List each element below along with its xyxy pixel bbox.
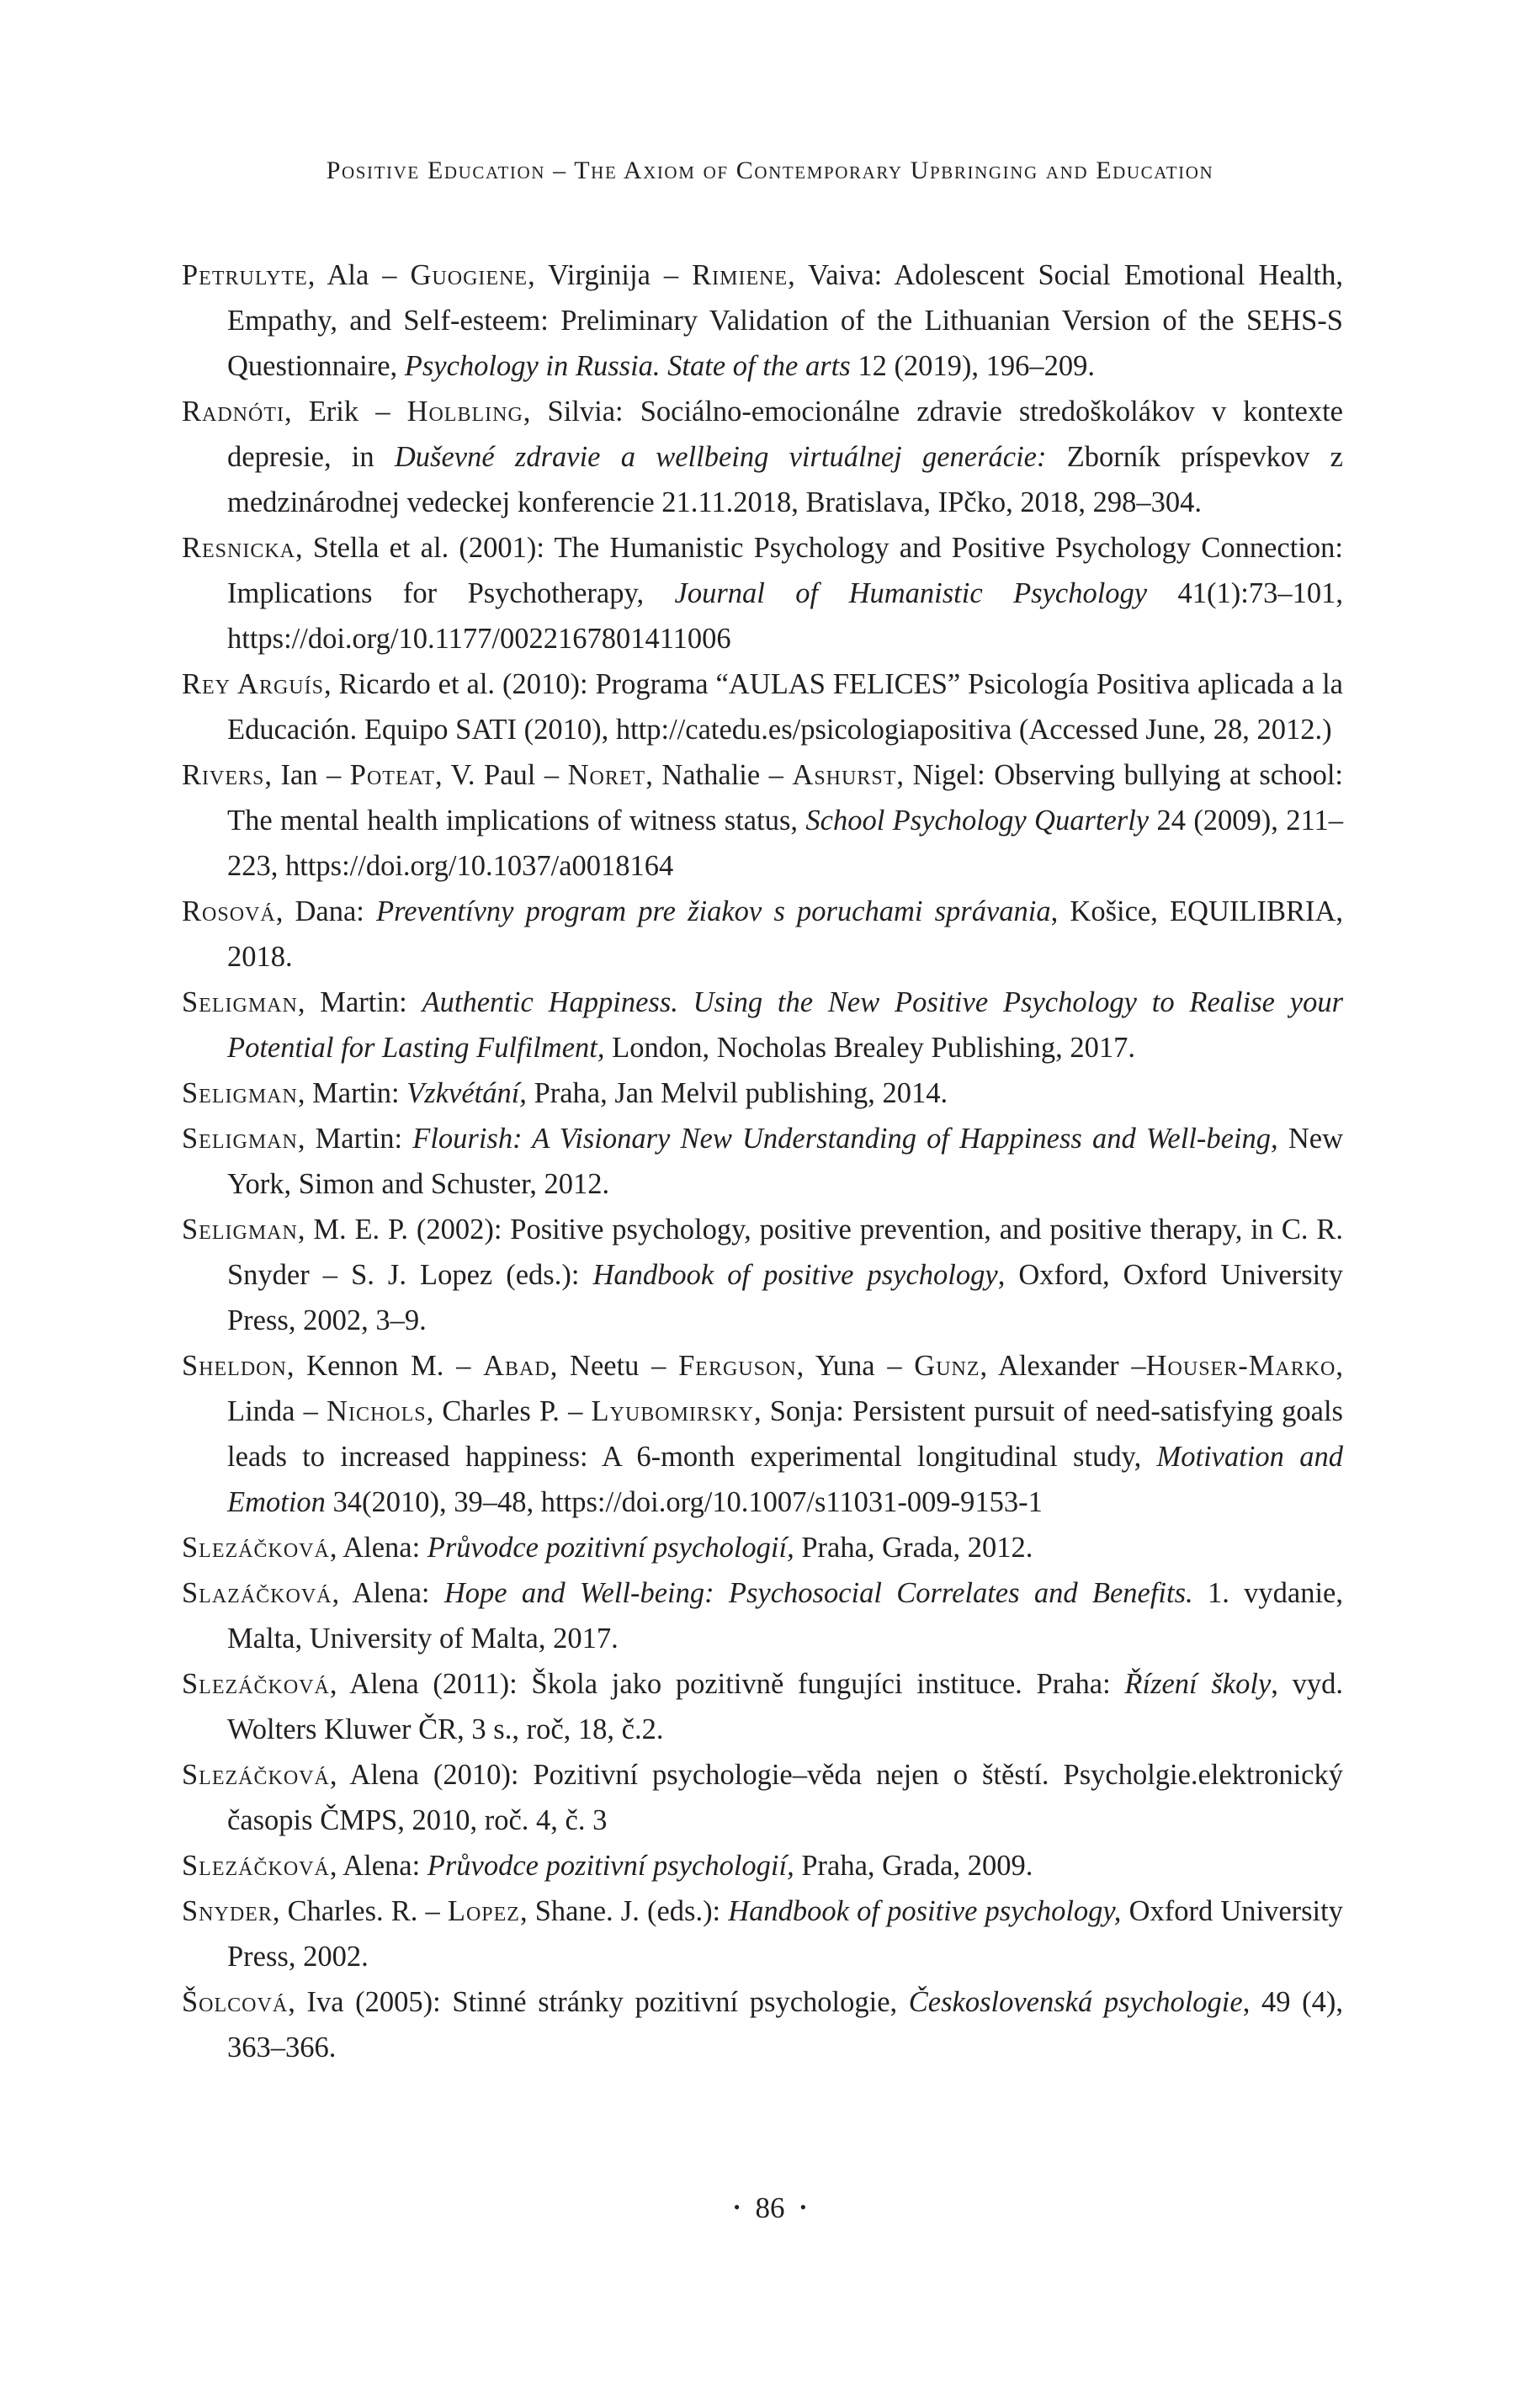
bullet-left-icon: •	[733, 2196, 741, 2218]
publication-title: Handbook of positive psychology,	[728, 1895, 1122, 1927]
reference-text: , Alena:	[329, 1850, 427, 1882]
reference-text: , Dana:	[275, 895, 376, 927]
reference-text: , vyd. Wolters Kluwer ČR, 3 s., roč, 18, č.2.	[227, 1668, 1343, 1745]
author-name: Šolcová	[182, 1986, 289, 2018]
author-name: Seligman	[182, 1077, 298, 1109]
reference-entry	[182, 1343, 1343, 1525]
publication-title: Řízení školy	[1124, 1668, 1272, 1700]
author-name: Seligman	[182, 986, 298, 1018]
author-name: Nichols	[327, 1395, 427, 1427]
reference-text: , Martin:	[297, 1077, 407, 1109]
publication-title: Průvodce pozitivní psychologií,	[427, 1532, 794, 1564]
reference-text: , Vaiva: Adolescent Social Emotional Health, Empathy, and Self-esteem: Preliminary Validation of the Lithuanian Version of the SEHS-S Questionnaire,	[227, 259, 1343, 382]
reference-text: 24 (2009), 211–223, https://doi.org/10.1037/a0018164	[227, 805, 1344, 882]
author-name: Rimiene	[692, 259, 789, 291]
reference-text: New York, Simon and Schuster, 2012.	[227, 1123, 1343, 1200]
reference-entry	[182, 1661, 1343, 1752]
author-name: Noret	[567, 759, 646, 791]
reference-text: , Ala –	[307, 259, 411, 291]
author-name: Abad	[483, 1350, 550, 1382]
reference-entry	[182, 1570, 1343, 1661]
reference-entry	[182, 525, 1343, 661]
publication-title: Psychology in Russia. State of the arts	[404, 350, 851, 382]
reference-text: Oxford University Press, 2002.	[227, 1895, 1343, 1973]
reference-text: London, Nocholas Brealey Publishing, 2017.	[604, 1032, 1136, 1064]
reference-text: , Erik –	[284, 396, 407, 428]
publication-title: Hope and Well-being: Psychosocial Correlates and Benefits.	[443, 1577, 1193, 1609]
author-name: Guogiene	[410, 259, 528, 291]
reference-text: , V. Paul –	[434, 759, 568, 791]
author-name: Seligman	[182, 1123, 298, 1155]
author-name: Snyder	[182, 1895, 273, 1927]
publication-title: Motivation and Emotion	[227, 1441, 1343, 1518]
author-name: Poteat	[349, 759, 435, 791]
reference-text: , Nigel: Observing bullying at school: The mental health implications of witness status,	[227, 759, 1343, 837]
bullet-right-icon: •	[799, 2196, 807, 2218]
reference-text: , Nathalie –	[645, 759, 793, 791]
reference-text: , M. E. P. (2002): Positive psychology, positive prevention, and positive therapy, in C. R. Snyder – S. J. Lopez (eds.):	[227, 1214, 1343, 1291]
reference-text: , Oxford, Oxford University Press, 2002, 3–9.	[227, 1259, 1343, 1336]
publication-title: Duševné zdravie a wellbeing virtuálnej generácie:	[394, 441, 1047, 473]
reference-text: , Shane. J. (eds.):	[519, 1895, 729, 1927]
reference-text: , Alena (2011): Škola jako pozitivně fungujíci instituce. Praha:	[329, 1668, 1125, 1700]
reference-text: , Ricardo et al. (2010): Programa “AULAS FELICES” Psicología Positiva aplicada a la Educación. Equipo SATI (2010), http://catedu.es/psicologiapositiva (Accessed June, 28, 2012.)	[227, 668, 1343, 746]
author-name: Ashurst	[792, 759, 897, 791]
reference-text: , 49 (4), 363–366.	[227, 1986, 1343, 2064]
page-number-footer	[0, 2191, 1540, 2225]
reference-text: , Alena:	[329, 1532, 427, 1564]
reference-text: , Iva (2005): Stinné stránky pozitivní psychologie,	[288, 1986, 909, 2018]
publication-title: Handbook of positive psychology	[592, 1259, 998, 1291]
reference-text: , Virginija –	[528, 259, 693, 291]
reference-entry	[182, 1116, 1343, 1207]
reference-text: , Neetu –	[550, 1350, 679, 1382]
reference-text: 41(1):73–101, https://doi.org/10.1177/0022167801411006	[227, 577, 1343, 655]
publication-title: Journal of Humanistic Psychology	[674, 577, 1148, 609]
page-number: 86	[755, 2191, 785, 2224]
author-name: Holbling	[406, 396, 523, 428]
author-name: Rey Arguís	[182, 668, 324, 700]
reference-text: Zborník príspevkov z medzinárodnej vedeckej konferencie 21.11.2018, Bratislava, IPčko, 2018, 298–304.	[227, 441, 1343, 518]
running-header: Positive Education – The Axiom of Contemporary Upbringing and Education	[326, 157, 1214, 184]
author-name: Petrulyte	[182, 259, 308, 291]
publication-title: School Psychology Quarterly	[805, 805, 1150, 837]
reference-entry	[182, 252, 1343, 389]
reference-text: Praha, Grada, 2009.	[794, 1850, 1033, 1882]
author-name: Rosová	[182, 895, 276, 927]
author-name: Seligman	[182, 1214, 298, 1246]
reference-text: 1. vydanie, Malta, University of Malta, 2017.	[227, 1577, 1343, 1655]
reference-text: , Charles P. –	[426, 1395, 592, 1427]
reference-text: , Martin:	[297, 1123, 413, 1155]
reference-text: , Silvia: Sociálno-emocionálne zdravie stredoškolákov v kontexte depresie, in	[227, 396, 1343, 473]
reference-text: 12 (2019), 196–209.	[850, 350, 1096, 382]
author-name: Slezáčková	[182, 1759, 330, 1791]
publication-title: Flourish: A Visionary New Understanding of Happiness and Well-being,	[412, 1123, 1278, 1155]
reference-entry	[182, 980, 1343, 1070]
reference-text: , Ian –	[264, 759, 350, 791]
author-name: Slezáčková	[182, 1668, 330, 1700]
reference-text: Praha, Grada, 2012.	[794, 1532, 1033, 1564]
publication-title: Vzkvétání,	[406, 1077, 527, 1109]
reference-entry	[182, 1752, 1343, 1843]
reference-entry	[182, 1525, 1343, 1570]
reference-text: , Charles. R. –	[272, 1895, 448, 1927]
author-name: Gunz	[914, 1350, 980, 1382]
reference-text: , Yuna –	[796, 1350, 915, 1382]
reference-text: , Stella et al. (2001): The Humanistic Psychology and Positive Psychology Connection: Implications for Psychotherapy,	[227, 532, 1343, 609]
reference-text: Praha, Jan Melvil publishing, 2014.	[526, 1077, 948, 1109]
author-name: Ferguson	[678, 1350, 797, 1382]
reference-text: , Kennon M. –	[286, 1350, 484, 1382]
author-name: Radnóti	[182, 396, 284, 428]
reference-entry	[182, 1888, 1343, 1979]
author-name: Slezáčková	[182, 1532, 330, 1564]
publication-title: Preventívny program pre žiakov s poruchami správania	[376, 895, 1051, 927]
author-name: Lopez	[447, 1895, 520, 1927]
reference-entry	[182, 1843, 1343, 1888]
author-name: Houser-Marko	[1145, 1350, 1336, 1382]
reference-text: , Alena:	[332, 1577, 444, 1609]
reference-entry	[182, 1207, 1343, 1343]
reference-entry	[182, 889, 1343, 980]
reference-text: , Martin:	[297, 986, 422, 1018]
reference-text: , Alena (2010): Pozitivní psychologie–věda nejen o štěstí. Psycholgie.elektronický časopis ČMPS, 2010, roč. 4, č. 3	[227, 1759, 1343, 1836]
publication-title: Československá psychologie	[908, 1986, 1243, 2018]
author-name: Sheldon	[182, 1350, 287, 1382]
reference-text: , Linda –	[227, 1350, 1343, 1427]
reference-text: , Sonja: Persistent pursuit of need-satisfying goals leads to increased happiness: A 6-month experimental longitudinal study,	[227, 1395, 1343, 1473]
reference-entry	[182, 389, 1343, 525]
reference-text: , Košice, EQUILIBRIA, 2018.	[227, 895, 1343, 973]
reference-entry	[182, 1979, 1343, 2070]
author-name: Lyubomirsky	[591, 1395, 754, 1427]
author-name: Rivers	[182, 759, 265, 791]
reference-entry	[182, 661, 1343, 752]
publication-title: Průvodce pozitivní psychologií,	[427, 1850, 794, 1882]
reference-entry	[182, 752, 1343, 889]
author-name: Slezáčková	[182, 1850, 330, 1882]
reference-list	[182, 252, 1343, 2070]
author-name: Resnicka	[182, 532, 296, 564]
author-name: Slazáčková	[182, 1577, 332, 1609]
publication-title: Authentic Happiness. Using the New Positive Psychology to Realise your Potential for Lasting Fulfilment,	[227, 986, 1344, 1064]
reference-text: , Alexander –	[980, 1350, 1146, 1382]
reference-entry	[182, 1070, 1343, 1116]
reference-text: 34(2010), 39–48, https://doi.org/10.1007/s11031-009-9153-1	[325, 1486, 1043, 1518]
